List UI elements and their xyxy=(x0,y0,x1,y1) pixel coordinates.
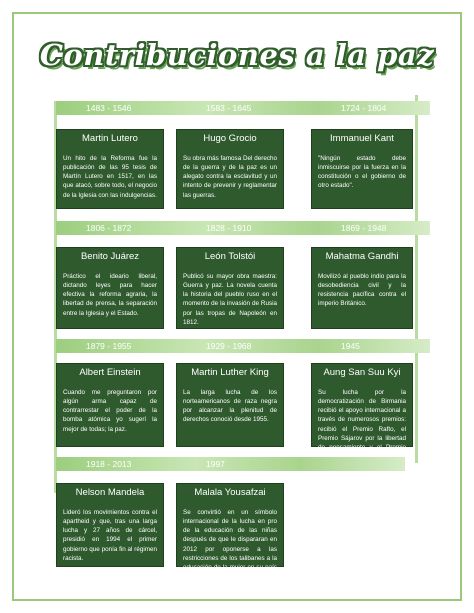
person-description: Un hito de la Reforma fue la publicación de las 95 tesis de Martín Lutero en 1517, en las que atacó, sobre todo, el negocio de la Iglesia con las indulgencias. xyxy=(63,155,157,199)
timeline-band xyxy=(56,101,430,115)
person-card xyxy=(311,363,413,451)
person-card xyxy=(56,363,164,447)
person-card xyxy=(176,247,284,329)
person-description: Publicó su mayor obra maestra: Guerra y paz. La novela cuenta la historia del pueblo ruso en el momento de la invasión de Rusia por las tropas de Napoleón en 1812. xyxy=(183,273,277,326)
person-description: Su lucha por la democratización de Birmania recibió el apoyo internacional a través de numerosos premios: recibió el Premio Rafto, el Premio Sájarov por la libertad de pensamiento y el Premio xyxy=(318,389,406,451)
person-card xyxy=(176,129,284,209)
date-label: 1828 - 1910 xyxy=(206,223,252,233)
person-description: "Ningún estado debe inmiscuirse por la fuerza en la constitución o el gobierno de otro estado". xyxy=(318,155,406,190)
person-name: Albert Einstein xyxy=(79,367,141,378)
person-name: Nelson Mandela xyxy=(75,487,145,498)
person-name: León Tolstói xyxy=(204,251,256,262)
person-name: Martin Luther King xyxy=(191,367,269,378)
date-label: 1583 - 1645 xyxy=(206,103,252,113)
person-description: Lideró los movimientos contra el apartheid y que, tras una larga lucha y 27 años de cárcel, presidió en 1994 el primer gobierno que ponía fin al régimen racista. xyxy=(63,509,157,562)
date-label: 1929 - 1968 xyxy=(206,341,252,351)
person-card xyxy=(56,247,164,329)
date-label: 1879 - 1955 xyxy=(86,341,132,351)
date-label: 1724 - 1804 xyxy=(341,103,387,113)
date-label: 1945 xyxy=(341,341,360,351)
person-name: Immanuel Kant xyxy=(330,133,394,144)
person-description: Práctico el ideario liberal, dictando leyes para hacer efectiva la reforma agraria, la libertad de prensa, la separación entre la Iglesia y el Estado. xyxy=(63,273,157,317)
timeline-band xyxy=(56,457,405,471)
timeline-band xyxy=(56,221,430,235)
date-label: 1806 - 1872 xyxy=(86,223,132,233)
person-card xyxy=(56,483,164,567)
person-card xyxy=(311,129,413,209)
person-name: Hugo Grocio xyxy=(203,133,257,144)
timeline-band xyxy=(56,339,430,353)
person-card xyxy=(56,129,164,209)
date-label: 1918 - 2013 xyxy=(86,459,132,469)
date-label: 1869 - 1948 xyxy=(341,223,387,233)
person-description: Movilizó al pueblo indio para la desobediencia civil y la resistencia pacífica contra el imperio Británico. xyxy=(318,273,406,308)
person-card xyxy=(176,363,284,447)
person-description: La larga lucha de los norteamericanos de raza negra por alcanzar la plenitud de derechos conoció desde 1955. xyxy=(183,389,277,424)
person-name: Benito Juárez xyxy=(80,251,140,262)
person-name: Aung San Suu Kyi xyxy=(323,367,401,378)
person-name: Malala Yousafzai xyxy=(194,487,266,498)
person-description: Su obra más famosa Del derecho de la guerra y de la paz es un alegato contra la esclavitud y un intento de prevenir y reglamentar las guerras. xyxy=(183,155,277,199)
person-card xyxy=(311,247,413,329)
person-card xyxy=(176,483,284,580)
person-name: Mahatma Gandhi xyxy=(325,251,399,262)
person-description: Cuando me preguntaron por algún arma capaz de contrarrestar el poder de la bomba atómica yo sugerí la mejor de todas; la paz. xyxy=(63,389,157,433)
date-label: 1483 - 1546 xyxy=(86,103,132,113)
person-name: Martin Lutero xyxy=(82,133,138,144)
page-title: Contribuciones a la paz xyxy=(39,38,435,72)
date-label: 1997 xyxy=(206,459,225,469)
person-description: Se convirtió en un símbolo internacional de la lucha en pro de la educación de las niñas después de que le dispararan en 2012 por oponerse a las restricciones de los talibanes a la educación de la mujer en su país natal. xyxy=(183,509,277,580)
